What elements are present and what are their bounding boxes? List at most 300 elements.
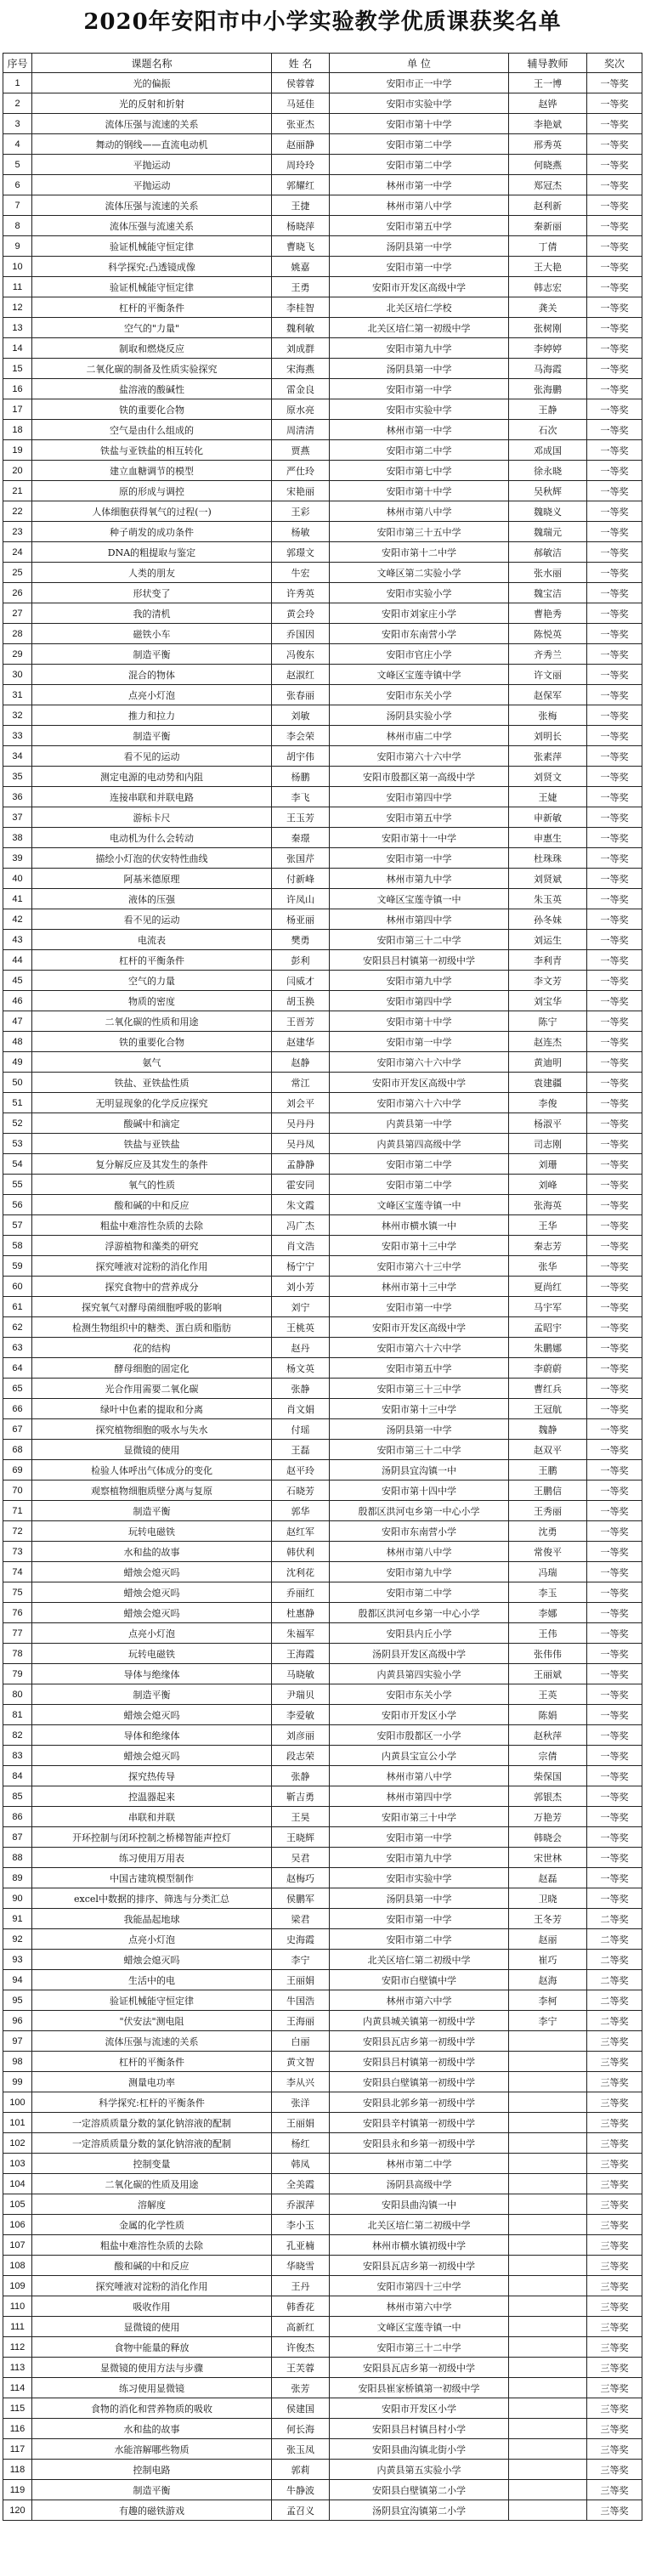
table-row	[3, 2154, 642, 2174]
cell-tutor: 崔巧	[509, 1950, 587, 1970]
cell-unit: 林州市第八中学	[330, 1542, 509, 1562]
cell-name: 李小玉	[272, 2215, 330, 2235]
cell-title: 铁盐、亚铁盐性质	[32, 1073, 272, 1093]
cell-name: 郭华	[272, 1501, 330, 1521]
cell-award: 二等奖	[587, 1970, 642, 1990]
cell-title: 混合的物体	[32, 665, 272, 685]
cell-award: 一等奖	[587, 1766, 642, 1786]
cell-title: 二氧化碳的性质及用途	[32, 2174, 272, 2194]
table-row	[3, 522, 642, 542]
cell-index: 100	[3, 2092, 32, 2113]
cell-unit: 安阳市第三十二中学	[330, 1440, 509, 1460]
cell-unit: 安阳县吕村镇第一初级中学	[330, 950, 509, 971]
table-row	[3, 2052, 642, 2072]
cell-title: 测定电源的电动势和内阻	[32, 767, 272, 787]
table-row	[3, 2439, 642, 2460]
cell-unit: 安阳市开发区高级中学	[330, 1317, 509, 1338]
table-row	[3, 461, 642, 481]
table-row	[3, 705, 642, 726]
cell-index: 30	[3, 665, 32, 685]
cell-name: 严仕玲	[272, 461, 330, 481]
cell-name: 张亚杰	[272, 114, 330, 134]
cell-title: 二氧化碳的性质和用途	[32, 1011, 272, 1032]
cell-index: 59	[3, 1256, 32, 1277]
cell-award: 一等奖	[587, 1848, 642, 1868]
cell-name: 吴丹凤	[272, 1134, 330, 1154]
cell-index: 73	[3, 1542, 32, 1562]
table-row	[3, 644, 642, 665]
cell-name: 樊勇	[272, 930, 330, 950]
cell-unit: 安阳市第六十三中学	[330, 1256, 509, 1277]
cell-award: 三等奖	[587, 2460, 642, 2480]
cell-award: 三等奖	[587, 2276, 642, 2296]
cell-name: 霍安同	[272, 1175, 330, 1195]
cell-award: 一等奖	[587, 359, 642, 379]
cell-unit: 安阳市东南营小学	[330, 624, 509, 644]
cell-award: 一等奖	[587, 277, 642, 297]
table-row	[3, 2317, 642, 2337]
cell-title: excel中数据的排序、筛选与分类汇总	[32, 1888, 272, 1909]
cell-tutor: 朱鹏娜	[509, 1338, 587, 1358]
cell-award: 一等奖	[587, 1134, 642, 1154]
cell-title: 我的清机	[32, 603, 272, 624]
cell-unit: 安阳市第十四中学	[330, 1480, 509, 1501]
cell-unit: 北关区培仁学校	[330, 297, 509, 318]
cell-name: 李宁	[272, 1950, 330, 1970]
table-row	[3, 869, 642, 889]
cell-index: 33	[3, 726, 32, 746]
cell-award: 一等奖	[587, 1746, 642, 1766]
cell-award: 一等奖	[587, 1195, 642, 1215]
cell-title: 光合作用需要二氧化碳	[32, 1379, 272, 1399]
cell-tutor: 张素萍	[509, 746, 587, 767]
table-row	[3, 1195, 642, 1215]
cell-title: 酸碱中和滴定	[32, 1113, 272, 1134]
cell-name: 宋艳丽	[272, 481, 330, 501]
cell-tutor: 夏尚红	[509, 1277, 587, 1297]
cell-index: 17	[3, 399, 32, 420]
table-row	[3, 828, 642, 848]
cell-unit: 内黄县第五实验小学	[330, 2460, 509, 2480]
cell-index: 8	[3, 216, 32, 236]
cell-award: 二等奖	[587, 1990, 642, 2011]
cell-unit: 安阳市第三十二中学	[330, 2337, 509, 2358]
cell-award: 一等奖	[587, 1113, 642, 1134]
cell-unit: 安阳市第九中学	[330, 971, 509, 991]
cell-unit: 安阳市第九中学	[330, 338, 509, 359]
cell-tutor: 徐永晓	[509, 461, 587, 481]
cell-award: 三等奖	[587, 2256, 642, 2276]
cell-award: 一等奖	[587, 828, 642, 848]
cell-award: 三等奖	[587, 2031, 642, 2052]
cell-title: 形状变了	[32, 583, 272, 603]
cell-name: 黄会玲	[272, 603, 330, 624]
cell-name: 石晓芳	[272, 1480, 330, 1501]
table-row	[3, 2113, 642, 2133]
cell-award: 一等奖	[587, 1032, 642, 1052]
cell-title: 显微镜的使用	[32, 2317, 272, 2337]
cell-tutor: 赵丽	[509, 1929, 587, 1950]
cell-unit: 汤阴县开发区高级中学	[330, 1644, 509, 1664]
cell-tutor: 魏宝洁	[509, 583, 587, 603]
table-row	[3, 1786, 642, 1807]
cell-title: 看不见的运动	[32, 746, 272, 767]
cell-index: 35	[3, 767, 32, 787]
cell-index: 20	[3, 461, 32, 481]
cell-tutor: 王英	[509, 1684, 587, 1705]
cell-tutor: 王静	[509, 399, 587, 420]
cell-name: 马延佳	[272, 93, 330, 114]
cell-name: 华晓雪	[272, 2256, 330, 2276]
cell-tutor: 陈悦英	[509, 624, 587, 644]
cell-tutor: 孙冬妹	[509, 909, 587, 930]
cell-title: 科学探究:凸透镜成像	[32, 257, 272, 277]
cell-award: 一等奖	[587, 950, 642, 971]
cell-award: 一等奖	[587, 971, 642, 991]
cell-tutor: 刘运生	[509, 930, 587, 950]
cell-title: 检测生物组织中的糖类、蛋白质和脂肪	[32, 1317, 272, 1338]
cell-title: 酵母细胞的固定化	[32, 1358, 272, 1379]
table-row	[3, 1093, 642, 1113]
cell-unit: 安阳市第二中学	[330, 1175, 509, 1195]
cell-name: 段志荣	[272, 1746, 330, 1766]
cell-tutor	[509, 2419, 587, 2439]
table-row	[3, 971, 642, 991]
cell-award: 三等奖	[587, 2337, 642, 2358]
cell-name: 王捷	[272, 195, 330, 216]
table-row	[3, 2174, 642, 2194]
cell-name: 宋海燕	[272, 359, 330, 379]
cell-tutor	[509, 2500, 587, 2521]
cell-unit: 安阳市东关小学	[330, 685, 509, 705]
cell-name: 贾燕	[272, 440, 330, 461]
cell-index: 42	[3, 909, 32, 930]
table-row	[3, 1052, 642, 1073]
cell-award: 一等奖	[587, 1419, 642, 1440]
table-row	[3, 1379, 642, 1399]
table-row	[3, 440, 642, 461]
cell-index: 109	[3, 2276, 32, 2296]
cell-tutor	[509, 2072, 587, 2092]
cell-title: 中国古建筑模型制作	[32, 1868, 272, 1888]
cell-index: 49	[3, 1052, 32, 1073]
cell-award: 一等奖	[587, 1786, 642, 1807]
table-row	[3, 1929, 642, 1950]
cell-award: 一等奖	[587, 991, 642, 1011]
cell-title: 原的形成与调控	[32, 481, 272, 501]
cell-award: 一等奖	[587, 1154, 642, 1175]
table-row	[3, 2460, 642, 2480]
table-row	[3, 1338, 642, 1358]
cell-tutor: 秦志芳	[509, 1236, 587, 1256]
cell-name: 马晓敏	[272, 1664, 330, 1684]
cell-tutor: 王伟	[509, 1623, 587, 1644]
cell-title: 控制电路	[32, 2460, 272, 2480]
awards-table	[3, 53, 642, 2521]
table-row	[3, 726, 642, 746]
cell-tutor	[509, 2398, 587, 2419]
cell-award: 一等奖	[587, 1175, 642, 1195]
cell-name: 乔淑萍	[272, 2194, 330, 2215]
cell-title: 练习使用万用表	[32, 1848, 272, 1868]
cell-title: 铁盐与亚铁盐的相互转化	[32, 440, 272, 461]
cell-award: 一等奖	[587, 767, 642, 787]
cell-award: 三等奖	[587, 2398, 642, 2419]
cell-award: 一等奖	[587, 644, 642, 665]
cell-tutor: 常俊平	[509, 1542, 587, 1562]
cell-unit: 内黄县第四实验小学	[330, 1664, 509, 1684]
cell-name: 彭利	[272, 950, 330, 971]
cell-index: 22	[3, 501, 32, 522]
cell-title: 人类的朋友	[32, 563, 272, 583]
cell-name: 赵淑红	[272, 665, 330, 685]
cell-award: 三等奖	[587, 2296, 642, 2317]
table-row	[3, 481, 642, 501]
table-row	[3, 2358, 642, 2378]
cell-unit: 文峰区宝莲寺镇一中	[330, 1195, 509, 1215]
cell-unit: 安阳市官庄小学	[330, 644, 509, 665]
cell-award: 一等奖	[587, 1093, 642, 1113]
table-row	[3, 2256, 642, 2276]
cell-name: 胡宇伟	[272, 746, 330, 767]
cell-unit: 安阳市第一中学	[330, 1032, 509, 1052]
cell-name: 王晓辉	[272, 1827, 330, 1848]
cell-index: 4	[3, 134, 32, 155]
cell-award: 一等奖	[587, 379, 642, 399]
cell-award: 一等奖	[587, 624, 642, 644]
cell-index: 57	[3, 1215, 32, 1236]
cell-tutor: 许文丽	[509, 665, 587, 685]
cell-tutor: 齐秀兰	[509, 644, 587, 665]
cell-award: 三等奖	[587, 2480, 642, 2500]
cell-unit: 内黄县城关镇第一初级中学	[330, 2011, 509, 2031]
cell-title: 二氧化碳的制备及性质实验探究	[32, 359, 272, 379]
cell-tutor: 王一博	[509, 73, 587, 93]
table-row	[3, 787, 642, 807]
cell-unit: 安阳市第九中学	[330, 1562, 509, 1582]
cell-award: 一等奖	[587, 338, 642, 359]
cell-title: 我能晶起地球	[32, 1909, 272, 1929]
cell-unit: 安阳市开发区高级中学	[330, 277, 509, 297]
table-row	[3, 1032, 642, 1052]
table-row	[3, 1990, 642, 2011]
cell-unit: 安阳市第三十中学	[330, 1807, 509, 1827]
cell-unit: 安阳市第一中学	[330, 1827, 509, 1848]
cell-unit: 安阳市第六十六中学	[330, 1338, 509, 1358]
cell-tutor: 丁倩	[509, 236, 587, 257]
cell-unit: 林州市第八中学	[330, 501, 509, 522]
cell-index: 53	[3, 1134, 32, 1154]
cell-award: 一等奖	[587, 155, 642, 175]
cell-tutor: 黄迪明	[509, 1052, 587, 1073]
cell-index: 46	[3, 991, 32, 1011]
cell-name: 梁君	[272, 1909, 330, 1929]
cell-index: 92	[3, 1929, 32, 1950]
cell-tutor: 赵连杰	[509, 1032, 587, 1052]
cell-tutor: 李文芳	[509, 971, 587, 991]
cell-unit: 北关区培仁第二初级中学	[330, 1950, 509, 1970]
table-row	[3, 1501, 642, 1521]
cell-unit: 安阳市实验小学	[330, 583, 509, 603]
cell-award: 一等奖	[587, 1725, 642, 1746]
table-row	[3, 1297, 642, 1317]
header-name: 姓 名	[272, 54, 330, 73]
cell-index: 80	[3, 1684, 32, 1705]
cell-index: 12	[3, 297, 32, 318]
cell-award: 一等奖	[587, 481, 642, 501]
cell-index: 23	[3, 522, 32, 542]
cell-unit: 安阳市第二中学	[330, 440, 509, 461]
cell-name: 杨亚丽	[272, 909, 330, 930]
cell-name: 王海丽	[272, 2011, 330, 2031]
cell-title: 平抛运动	[32, 155, 272, 175]
cell-index: 16	[3, 379, 32, 399]
cell-tutor: 申新敏	[509, 807, 587, 828]
header-tutor: 辅导教师	[509, 54, 587, 73]
cell-name: 闫威才	[272, 971, 330, 991]
table-row	[3, 93, 642, 114]
cell-tutor	[509, 2052, 587, 2072]
table-row	[3, 1746, 642, 1766]
cell-name: 付新峰	[272, 869, 330, 889]
cell-title: 酸和碱的中和反应	[32, 2256, 272, 2276]
table-row	[3, 1277, 642, 1297]
cell-tutor: 孟昭宇	[509, 1317, 587, 1338]
cell-tutor: 杜珠珠	[509, 848, 587, 869]
cell-tutor: 张海鹏	[509, 379, 587, 399]
cell-award: 一等奖	[587, 930, 642, 950]
cell-name: 何长海	[272, 2419, 330, 2439]
cell-unit: 汤阴县第一中学	[330, 1888, 509, 1909]
cell-tutor: 赵磊	[509, 1868, 587, 1888]
cell-unit: 安阳市东南营小学	[330, 1521, 509, 1542]
cell-unit: 安阳县瓦店乡第一初级中学	[330, 2031, 509, 2052]
cell-unit: 林州市横水镇初级中学	[330, 2235, 509, 2256]
cell-title: 舞动的钢线——直流电动机	[32, 134, 272, 155]
cell-unit: 安阳市第五中学	[330, 807, 509, 828]
cell-unit: 文峰区宝莲寺镇一中	[330, 2317, 509, 2337]
cell-title: 水和盐的故事	[32, 1542, 272, 1562]
table-row	[3, 665, 642, 685]
cell-tutor: 李俊	[509, 1093, 587, 1113]
cell-tutor: 李蔚蔚	[509, 1358, 587, 1379]
cell-index: 62	[3, 1317, 32, 1338]
table-row	[3, 2092, 642, 2113]
cell-name: 曹晓飞	[272, 236, 330, 257]
cell-index: 120	[3, 2500, 32, 2521]
cell-name: 肖文娟	[272, 1399, 330, 1419]
table-row	[3, 563, 642, 583]
cell-index: 27	[3, 603, 32, 624]
cell-tutor: 申惠生	[509, 828, 587, 848]
cell-title: 蜡烛会熄灭吗	[32, 1603, 272, 1623]
cell-index: 31	[3, 685, 32, 705]
cell-award: 一等奖	[587, 420, 642, 440]
cell-tutor: 刘珊	[509, 1154, 587, 1175]
cell-name: 王桃英	[272, 1317, 330, 1338]
cell-unit: 安阳县辛村镇第一初级中学	[330, 2113, 509, 2133]
table-row	[3, 1603, 642, 1623]
table-row	[3, 2072, 642, 2092]
cell-tutor	[509, 2092, 587, 2113]
cell-award: 一等奖	[587, 665, 642, 685]
cell-name: 李会荣	[272, 726, 330, 746]
cell-name: 王丽娟	[272, 1970, 330, 1990]
table-row	[3, 399, 642, 420]
cell-index: 34	[3, 746, 32, 767]
cell-award: 三等奖	[587, 2419, 642, 2439]
table-row	[3, 1542, 642, 1562]
cell-award: 一等奖	[587, 318, 642, 338]
cell-award: 一等奖	[587, 563, 642, 583]
cell-tutor: 沈勇	[509, 1521, 587, 1542]
cell-tutor: 赵利新	[509, 195, 587, 216]
cell-index: 61	[3, 1297, 32, 1317]
table-row	[3, 2419, 642, 2439]
cell-unit: 安阳县白壁镇第一初级中学	[330, 2072, 509, 2092]
cell-unit: 安阳市殷都区一小学	[330, 1725, 509, 1746]
cell-index: 93	[3, 1950, 32, 1970]
cell-title: 金属的化学性质	[32, 2215, 272, 2235]
header-index: 序号	[3, 54, 32, 73]
cell-name: 牛静波	[272, 2480, 330, 2500]
cell-award: 一等奖	[587, 236, 642, 257]
cell-name: 冯广杰	[272, 1215, 330, 1236]
cell-award: 三等奖	[587, 2113, 642, 2133]
cell-title: 制造平衡	[32, 1501, 272, 1521]
cell-index: 25	[3, 563, 32, 583]
cell-unit: 安阳市第二中学	[330, 1154, 509, 1175]
cell-index: 94	[3, 1970, 32, 1990]
cell-unit: 林州市第四中学	[330, 1786, 509, 1807]
cell-tutor: 龚关	[509, 297, 587, 318]
cell-unit: 安阳市第五中学	[330, 1358, 509, 1379]
cell-award: 一等奖	[587, 522, 642, 542]
cell-index: 47	[3, 1011, 32, 1032]
cell-title: 铁的重要化合物	[32, 399, 272, 420]
cell-tutor	[509, 2276, 587, 2296]
cell-index: 38	[3, 828, 32, 848]
cell-title: 酸和碱的中和反应	[32, 1195, 272, 1215]
cell-name: 张芳	[272, 2378, 330, 2398]
cell-tutor: 司志刚	[509, 1134, 587, 1154]
table-row	[3, 2480, 642, 2500]
table-row	[3, 2398, 642, 2419]
cell-award: 一等奖	[587, 114, 642, 134]
table-row	[3, 1317, 642, 1338]
cell-name: 刘彦丽	[272, 1725, 330, 1746]
cell-award: 一等奖	[587, 848, 642, 869]
cell-title: 光的偏振	[32, 73, 272, 93]
cell-tutor: 张海英	[509, 1195, 587, 1215]
cell-tutor: 魏静	[509, 1419, 587, 1440]
cell-index: 91	[3, 1909, 32, 1929]
cell-unit: 林州市第二中学	[330, 2154, 509, 2174]
cell-name: 王海霞	[272, 1644, 330, 1664]
cell-award: 一等奖	[587, 869, 642, 889]
cell-unit: 安阳市第五中学	[330, 216, 509, 236]
cell-unit: 殷都区洪河屯乡第一中心小学	[330, 1501, 509, 1521]
cell-tutor	[509, 2194, 587, 2215]
cell-name: 张洋	[272, 2092, 330, 2113]
cell-title: 验证机械能守恒定律	[32, 236, 272, 257]
cell-unit: 林州市第八中学	[330, 1766, 509, 1786]
cell-title: 氨气	[32, 1052, 272, 1073]
cell-unit: 林州市第一中学	[330, 175, 509, 195]
cell-index: 104	[3, 2174, 32, 2194]
cell-unit: 安阳市第六十六中学	[330, 1093, 509, 1113]
cell-index: 44	[3, 950, 32, 971]
